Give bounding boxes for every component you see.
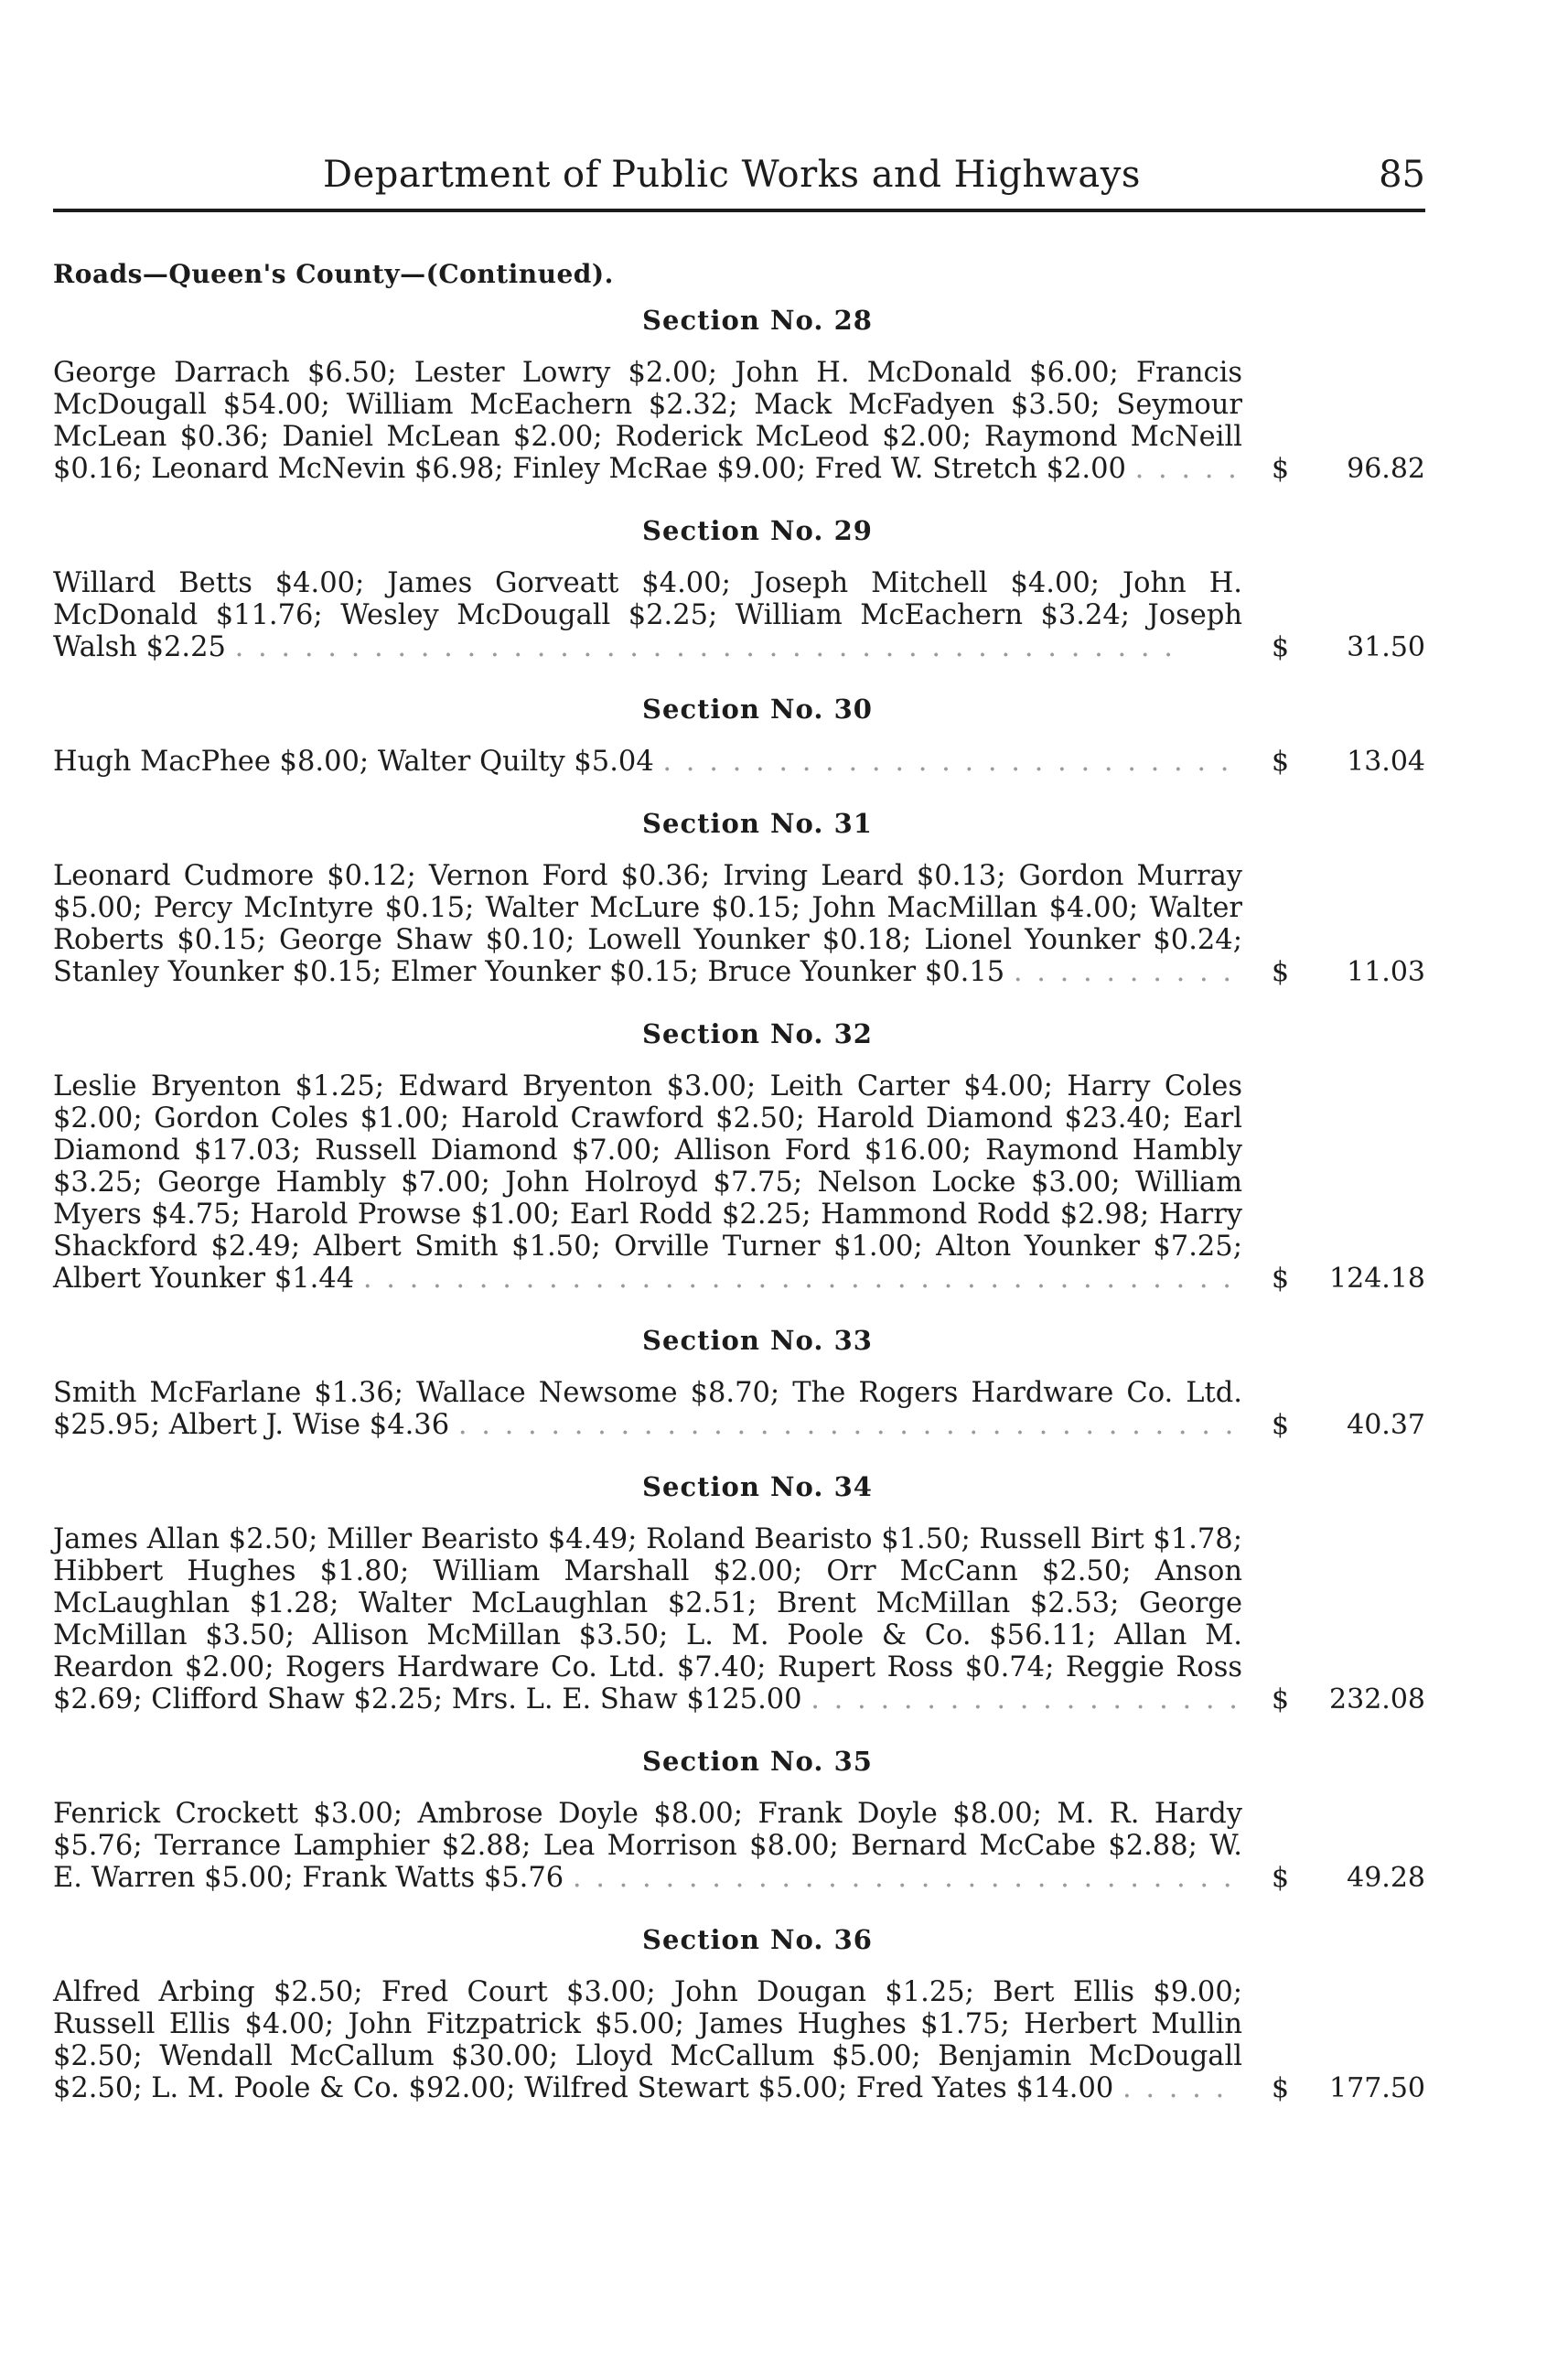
section-title: Section No. 36 — [642, 1924, 873, 1955]
section-entry — [53, 1070, 1425, 1295]
payee-list: Hugh MacPhee $8.00; Walter Quilty $5.04 — [53, 746, 654, 778]
section-entry — [53, 567, 1425, 663]
section-total — [1242, 1683, 1425, 1715]
leader-dots: . . . . . . . . . . . . . . . . . . . . . . . . . . . . . . . . . . . . . . — [362, 1263, 1234, 1295]
entry-text — [53, 860, 1242, 988]
section-title: Section No. 31 — [642, 808, 873, 839]
section-36 — [53, 1921, 1425, 2104]
leader-dots: . . . . . . . . . . . . . . . . . . . . . . . . . . . . . . . . . . . . . . . . . — [234, 631, 1176, 663]
dollar-sign: $ — [1272, 631, 1290, 663]
section-total — [1242, 631, 1425, 663]
entry-text — [53, 1377, 1242, 1441]
entry-text — [53, 746, 1242, 778]
section-total — [1242, 956, 1425, 988]
total-value: 177.50 — [1329, 2072, 1425, 2104]
payee-list: Fenrick Crockett $3.00; Ambrose Doyle $8.00; Frank Doyle $8.00; M. R. Hardy $5.76; Terrance Lamphier $2.88; Lea Morrison $8.00; Bernard McCabe $2.88; W. E. Warren $5.00; Frank Watts $5.76 — [53, 1798, 1242, 1894]
section-31 — [53, 805, 1425, 988]
entry-text — [53, 1798, 1242, 1894]
leader-dots: . . . . . . . . . . . . . . . . . . . . . . . . . — [662, 746, 1232, 778]
section-total — [1242, 1409, 1425, 1441]
section-title: Section No. 30 — [642, 694, 873, 725]
total-value: 13.04 — [1347, 746, 1425, 778]
total-value: 49.28 — [1347, 1862, 1425, 1894]
total-value: 124.18 — [1329, 1263, 1425, 1295]
page-header — [53, 154, 1425, 209]
entry-text — [53, 1070, 1242, 1295]
leader-dots: . . . . . . . . . . . . . . . . . . . . . . . . . . . . . . . . . . — [457, 1409, 1237, 1441]
dollar-sign: $ — [1272, 453, 1290, 485]
section-entry — [53, 1976, 1425, 2104]
total-value: 232.08 — [1329, 1683, 1425, 1715]
dollar-sign: $ — [1272, 956, 1290, 988]
payee-list: James Allan $2.50; Miller Bearisto $4.49; Roland Bearisto $1.50; Russell Birt $1.78; Hibbert Hughes $1.80; William Marshall $2.00; Orr McCann $2.50; Anson McLaughlan $1.28; Walter McLaughlan $2.51; Brent McMillan $2.53; George McMillan $3.50; Allison McMillan $3.50; L. M. Poole & Co. $56.11; Allan M. Reardon $2.00; Rogers Hardware Co. Ltd. $7.40; Rupert Ross $0.74; Reggie Ross $2.69; Clifford Shaw $2.25; Mrs. L. E. Shaw $125.00 — [53, 1523, 1242, 1715]
dollar-sign: $ — [1272, 2072, 1290, 2104]
dollar-sign: $ — [1272, 746, 1290, 778]
payee-list: Willard Betts $4.00; James Gorveatt $4.00; Joseph Mitchell $4.00; John H. McDonald $11.76; Wesley McDougall $2.25; William McEachern $3.24; Joseph Walsh $2.25 — [53, 567, 1242, 663]
leader-dots: . . . . . . . . . . . . . . . . . . . . . . . . . . . . . — [572, 1862, 1235, 1894]
section-total — [1242, 1263, 1425, 1295]
section-total — [1242, 1862, 1425, 1894]
section-total — [1242, 746, 1425, 778]
payee-list: Leslie Bryenton $1.25; Edward Bryenton $3.00; Leith Carter $4.00; Harry Coles $2.00; Gordon Coles $1.00; Harold Crawford $2.50; Harold Diamond $23.40; Earl Diamond $17.03; Russell Diamond $7.00; Allison Ford $16.00; Raymond Hambly $3.25; George Hambly $7.00; John Holroyd $7.75; Nelson Locke $3.00; William Myers $4.75; Harold Prowse $1.00; Earl Rodd $2.25; Hammond Rodd $2.98; Harry Shackford $2.49; Albert Smith $1.50; Orville Turner $1.00; Alton Younker $7.25; Albert Younker $1.44 — [53, 1070, 1242, 1295]
header-title: Department of Public Works and Highways — [323, 154, 1141, 196]
section-title: Section No. 32 — [642, 1018, 873, 1049]
payee-list: George Darrach $6.50; Lester Lowry $2.00; John H. McDonald $6.00; Francis McDougall $54.00; William McEachern $2.32; Mack McFadyen $3.50; Seymour McLean $0.36; Daniel McLean $2.00; Roderick McLeod $2.00; Raymond McNeill $0.16; Leonard McNevin $6.98; Finley McRae $9.00; Fred W. Stretch $2.00 — [53, 357, 1242, 485]
leader-dots: . . . . . . . . . . . . . . . . . . . — [811, 1683, 1240, 1715]
dollar-sign: $ — [1272, 1263, 1290, 1295]
section-total — [1242, 453, 1425, 485]
section-title: Section No. 34 — [642, 1471, 873, 1502]
section-30 — [53, 691, 1425, 778]
leader-dots: . . . . . — [1134, 453, 1240, 485]
section-entry — [53, 860, 1425, 988]
total-value: 96.82 — [1347, 453, 1425, 485]
section-total — [1242, 2072, 1425, 2104]
entry-text — [53, 567, 1242, 663]
payee-list: Smith McFarlane $1.36; Wallace Newsome $8.70; The Rogers Hardware Co. Ltd. $25.95; Albert J. Wise $4.36 — [53, 1377, 1242, 1441]
total-value: 40.37 — [1347, 1409, 1425, 1441]
section-entry — [53, 746, 1425, 778]
section-34 — [53, 1468, 1425, 1715]
section-33 — [53, 1322, 1425, 1441]
section-entry — [53, 1377, 1425, 1441]
section-title: Section No. 28 — [642, 305, 873, 336]
sections-list — [53, 302, 1425, 2132]
dollar-sign: $ — [1272, 1683, 1290, 1715]
dollar-sign: $ — [1272, 1862, 1290, 1894]
leader-dots: . . . . . . . . . . — [1013, 956, 1235, 988]
dollar-sign: $ — [1272, 1409, 1290, 1441]
section-title: Section No. 29 — [642, 515, 873, 546]
section-title: Section No. 35 — [642, 1746, 873, 1777]
section-29 — [53, 512, 1425, 663]
payee-list: Alfred Arbing $2.50; Fred Court $3.00; John Dougan $1.25; Bert Ellis $9.00; Russell Ellis $4.00; John Fitzpatrick $5.00; James Hughes $1.75; Herbert Mullin $2.50; Wendall McCallum $30.00; Lloyd McCallum $5.00; Benjamin McDougall $2.50; L. M. Poole & Co. $92.00; Wilfred Stewart $5.00; Fred Yates $14.00 — [53, 1976, 1242, 2104]
section-35 — [53, 1743, 1425, 1894]
entry-text — [53, 1523, 1242, 1715]
payee-list: Leonard Cudmore $0.12; Vernon Ford $0.36; Irving Leard $0.13; Gordon Murray $5.00; Percy McIntyre $0.15; Walter McLure $0.15; John MacMillan $4.00; Walter Roberts $0.15; George Shaw $0.10; Lowell Younker $0.18; Lionel Younker $0.24; Stanley Younker $0.15; Elmer Younker $0.15; Bruce Younker $0.15 — [53, 860, 1242, 988]
total-value: 11.03 — [1347, 956, 1425, 988]
total-value: 31.50 — [1347, 631, 1425, 663]
section-32 — [53, 1016, 1425, 1295]
entry-text — [53, 1976, 1242, 2104]
entry-text — [53, 357, 1242, 485]
section-title: Section No. 33 — [642, 1325, 873, 1356]
section-28 — [53, 302, 1425, 485]
section-entry — [53, 357, 1425, 485]
section-entry — [53, 1523, 1425, 1715]
page-number: 85 — [1379, 154, 1425, 196]
header-rule — [53, 209, 1425, 212]
running-title: Roads—Queen's County—(Continued). — [53, 259, 614, 289]
section-entry — [53, 1798, 1425, 1894]
leader-dots: . . . . . — [1122, 2072, 1228, 2104]
